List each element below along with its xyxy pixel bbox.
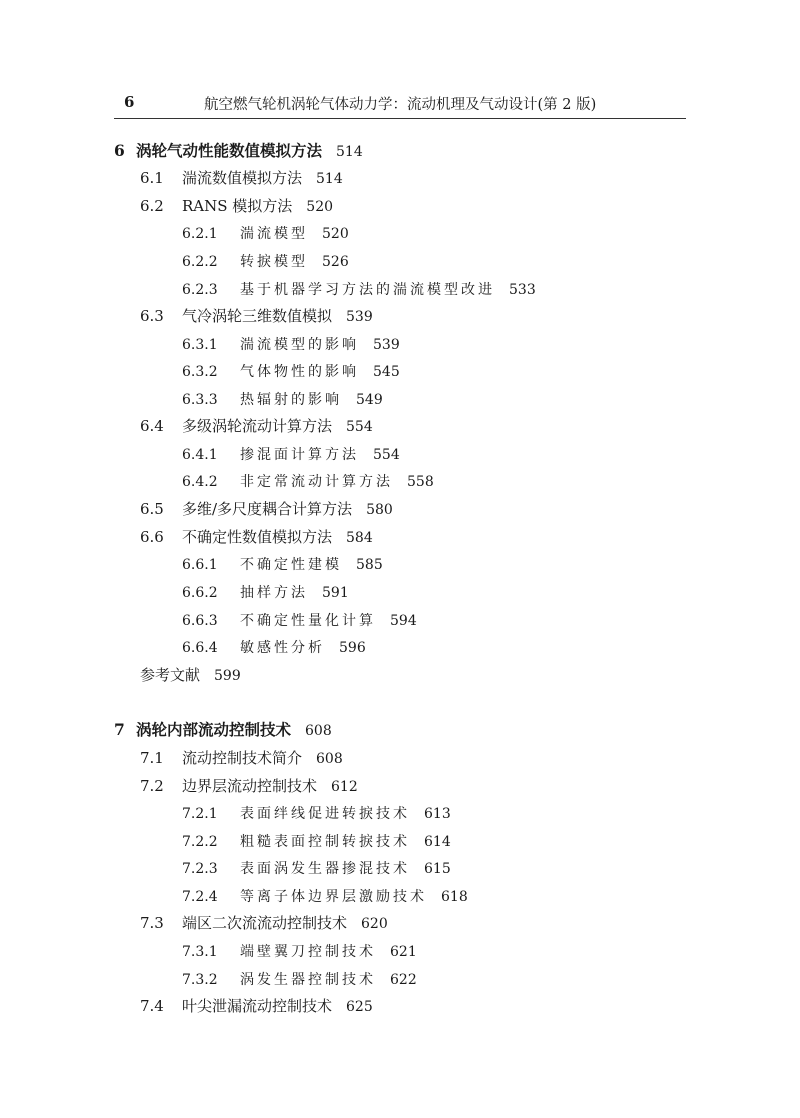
toc-entry-page: 539 <box>346 309 373 325</box>
toc-entry-number: 6.4.2 <box>182 474 218 490</box>
toc-section-row <box>140 415 373 437</box>
toc-entry-title: 叶尖泄漏流动控制技术 <box>182 997 333 1015</box>
toc-entry-title: 涡轮气动性能数值模拟方法 <box>136 141 323 160</box>
toc-entry-number: 7 <box>114 720 125 739</box>
toc-entry-page: 539 <box>373 337 400 353</box>
toc-entry-number: 6.3.1 <box>182 337 218 353</box>
toc-entry-number: 6.3 <box>140 307 164 325</box>
toc-subsection-row <box>182 388 383 410</box>
toc-subsection-row <box>182 360 400 382</box>
toc-entry-page: 554 <box>346 419 373 435</box>
toc-section-row <box>140 526 373 548</box>
running-title: 航空燃气轮机涡轮气体动力学：流动机理及气动设计(第 2 版) <box>204 97 597 113</box>
toc-chapter-row <box>114 719 332 741</box>
toc-entry-page: 549 <box>356 392 383 408</box>
toc-section-row <box>140 664 241 686</box>
toc-entry-number: 6.6 <box>140 528 164 546</box>
toc-entry-title: RANS 模拟方法 <box>182 197 293 215</box>
toc-entry-number: 7.3.2 <box>182 972 218 988</box>
toc-entry-page: 599 <box>214 668 241 684</box>
toc-subsection-row <box>182 250 349 272</box>
toc-entry-page: 520 <box>306 199 334 215</box>
toc-entry-number: 6.6.4 <box>182 640 218 656</box>
toc-entry-title: 不确定性数值模拟方法 <box>182 528 333 546</box>
toc-entry-title: 多维/多尺度耦合计算方法 <box>182 500 353 518</box>
toc-entry-number: 6.4 <box>140 417 164 435</box>
toc-entry-page: 613 <box>424 806 451 822</box>
toc-entry-number: 6 <box>114 141 125 160</box>
toc-section-row <box>140 775 358 797</box>
toc-entry-page: 585 <box>356 557 383 573</box>
toc-subsection-row <box>182 553 383 575</box>
toc-entry-number: 6.6.1 <box>182 557 218 573</box>
toc-entry-page: 622 <box>390 972 417 988</box>
toc-entry-title: 涡轮内部流动控制技术 <box>136 720 292 739</box>
toc-section-row <box>140 305 373 327</box>
toc-entry-number: 6.3.2 <box>182 364 218 380</box>
toc-entry-page: 545 <box>373 364 400 380</box>
toc-entry-page: 594 <box>390 613 417 629</box>
toc-entry-page: 615 <box>424 861 451 877</box>
toc-entry-page: 608 <box>305 723 332 739</box>
toc-entry-number: 7.2.1 <box>182 806 218 822</box>
toc-entry-page: 625 <box>346 999 373 1015</box>
toc-entry-title: 涡发生器控制技术 <box>240 972 376 988</box>
toc-entry-number: 6.6.2 <box>182 585 218 601</box>
toc-entry-number: 6.2.3 <box>182 282 218 298</box>
toc-subsection-row <box>182 470 434 492</box>
toc-entry-number: 6.3.3 <box>182 392 218 408</box>
toc-entry-title: 湍流模型的影响 <box>240 337 359 353</box>
toc-subsection-row <box>182 636 366 658</box>
toc-subsection-row <box>182 333 400 355</box>
toc-section-row <box>140 995 373 1017</box>
toc-entry-number: 6.1 <box>140 169 164 187</box>
toc-entry-title: 粗糙表面控制转捩技术 <box>240 834 410 850</box>
toc-section-row <box>140 167 343 189</box>
toc-section-row <box>140 195 333 217</box>
toc-entry-title: 抽样方法 <box>240 585 308 601</box>
toc-entry-title: 多级涡轮流动计算方法 <box>182 417 333 435</box>
toc-entry-number: 6.2.1 <box>182 226 218 242</box>
toc-entry-number: 6.2.2 <box>182 254 218 270</box>
toc-entry-page: 612 <box>331 779 358 795</box>
toc-entry-title: 热辐射的影响 <box>240 392 342 408</box>
toc-entry-title: 流动控制技术简介 <box>182 749 303 767</box>
toc-subsection-row <box>182 222 349 244</box>
toc-entry-title: 不确定性量化计算 <box>240 613 376 629</box>
toc-section-row <box>140 747 343 769</box>
toc-subsection-row <box>182 581 349 603</box>
toc-entry-number: 7.2.3 <box>182 861 218 877</box>
toc-entry-title: 不确定性建模 <box>240 557 342 573</box>
toc-entry-number: 7.3 <box>140 914 164 932</box>
toc-entry-title: 参考文献 <box>140 666 201 684</box>
toc-entry-page: 596 <box>339 640 366 656</box>
toc-entry-title: 非定常流动计算方法 <box>240 474 393 490</box>
toc-entry-number: 7.1 <box>140 749 164 767</box>
toc-entry-page: 514 <box>336 144 363 160</box>
toc-subsection-row <box>182 802 451 824</box>
toc-entry-title: 气体物性的影响 <box>240 364 359 380</box>
toc-entry-number: 7.2.4 <box>182 889 218 905</box>
toc-entry-number: 7.2 <box>140 777 164 795</box>
page-number: 6 <box>124 93 135 111</box>
toc-entry-page: 620 <box>361 916 388 932</box>
toc-section-row <box>140 498 393 520</box>
toc-entry-page: 514 <box>316 171 343 187</box>
toc-subsection-row <box>182 830 451 852</box>
toc-entry-title: 等离子体边界层激励技术 <box>240 889 427 905</box>
toc-entry-number: 7.3.1 <box>182 944 218 960</box>
toc-entry-title: 端区二次流流动控制技术 <box>182 914 348 932</box>
toc-entry-page: 591 <box>322 585 349 601</box>
toc-entry-title: 基于机器学习方法的湍流模型改进 <box>240 282 495 298</box>
toc-entry-page: 580 <box>366 502 393 518</box>
toc-entry-page: 533 <box>509 282 536 298</box>
toc-subsection-row <box>182 609 417 631</box>
toc-entry-number: 6.6.3 <box>182 613 218 629</box>
toc-entry-title: 掺混面计算方法 <box>240 447 359 463</box>
toc-subsection-row <box>182 885 468 907</box>
toc-entry-title: 气冷涡轮三维数值模拟 <box>182 307 333 325</box>
toc-entry-number: 7.4 <box>140 997 164 1015</box>
toc-subsection-row <box>182 968 417 990</box>
toc-entry-title: 表面涡发生器掺混技术 <box>240 861 410 877</box>
toc-entry-number: 6.5 <box>140 500 164 518</box>
toc-entry-page: 520 <box>322 226 349 242</box>
toc-entry-page: 554 <box>373 447 400 463</box>
toc-entry-page: 618 <box>441 889 468 905</box>
toc-entry-number: 6.4.1 <box>182 447 218 463</box>
toc-subsection-row <box>182 443 400 465</box>
toc-subsection-row <box>182 940 417 962</box>
toc-entry-title: 边界层流动控制技术 <box>182 777 318 795</box>
toc-entry-page: 526 <box>322 254 349 270</box>
toc-entry-title: 湍流模型 <box>240 226 308 242</box>
toc-entry-page: 584 <box>346 530 373 546</box>
toc-subsection-row <box>182 278 536 300</box>
toc-chapter-row <box>114 140 363 162</box>
toc-entry-page: 608 <box>316 751 343 767</box>
toc-entry-number: 6.2 <box>140 197 164 215</box>
toc-entry-title: 端壁翼刀控制技术 <box>240 944 376 960</box>
toc-entry-title: 敏感性分析 <box>240 640 325 656</box>
toc-entry-title: 转捩模型 <box>240 254 308 270</box>
toc-entry-number: 7.2.2 <box>182 834 218 850</box>
toc-entry-page: 621 <box>390 944 417 960</box>
toc-entry-title: 湍流数值模拟方法 <box>182 169 303 187</box>
toc-section-row <box>140 912 388 934</box>
toc-entry-page: 614 <box>424 834 451 850</box>
toc-entry-title: 表面绊线促进转捩技术 <box>240 806 410 822</box>
toc-subsection-row <box>182 857 451 879</box>
toc-entry-page: 558 <box>407 474 434 490</box>
